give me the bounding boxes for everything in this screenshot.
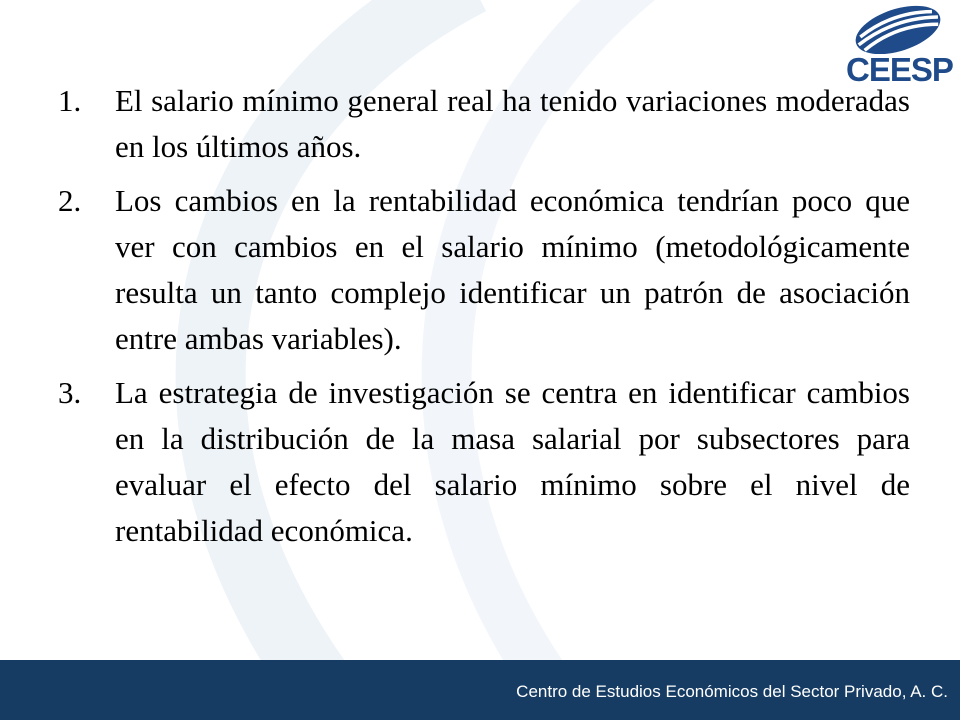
numbered-list <box>0 78 960 554</box>
list-item <box>0 370 910 554</box>
list-item <box>0 78 910 170</box>
list-item-number: 1. <box>58 83 82 118</box>
slide-content <box>0 78 960 562</box>
list-item-number: 3. <box>58 375 82 410</box>
ceesp-logo-icon <box>846 4 950 54</box>
list-item-text: Los cambios en la rentabilidad económica tendrían poco que ver con cambios en el salario mínimo (metodológicamente resulta un tanto complejo identificar un patrón de asociación entre ambas variables). <box>115 183 910 356</box>
list-item-text: La estrategia de investigación se centra en identificar cambios en la distribución de la masa salarial por subsectores para evaluar el efecto del salario mínimo sobre el nivel de rentabilidad económica. <box>115 375 910 548</box>
footer-organization-name: Centro de Estudios Económicos del Sector Privado, A. C. <box>516 682 948 701</box>
list-item-number: 2. <box>58 183 82 218</box>
list-item <box>0 178 910 362</box>
list-item-text: El salario mínimo general real ha tenido variaciones moderadas en los últimos años. <box>115 83 910 164</box>
logo-text: CEESP <box>846 51 953 88</box>
footer-bar <box>0 660 960 720</box>
